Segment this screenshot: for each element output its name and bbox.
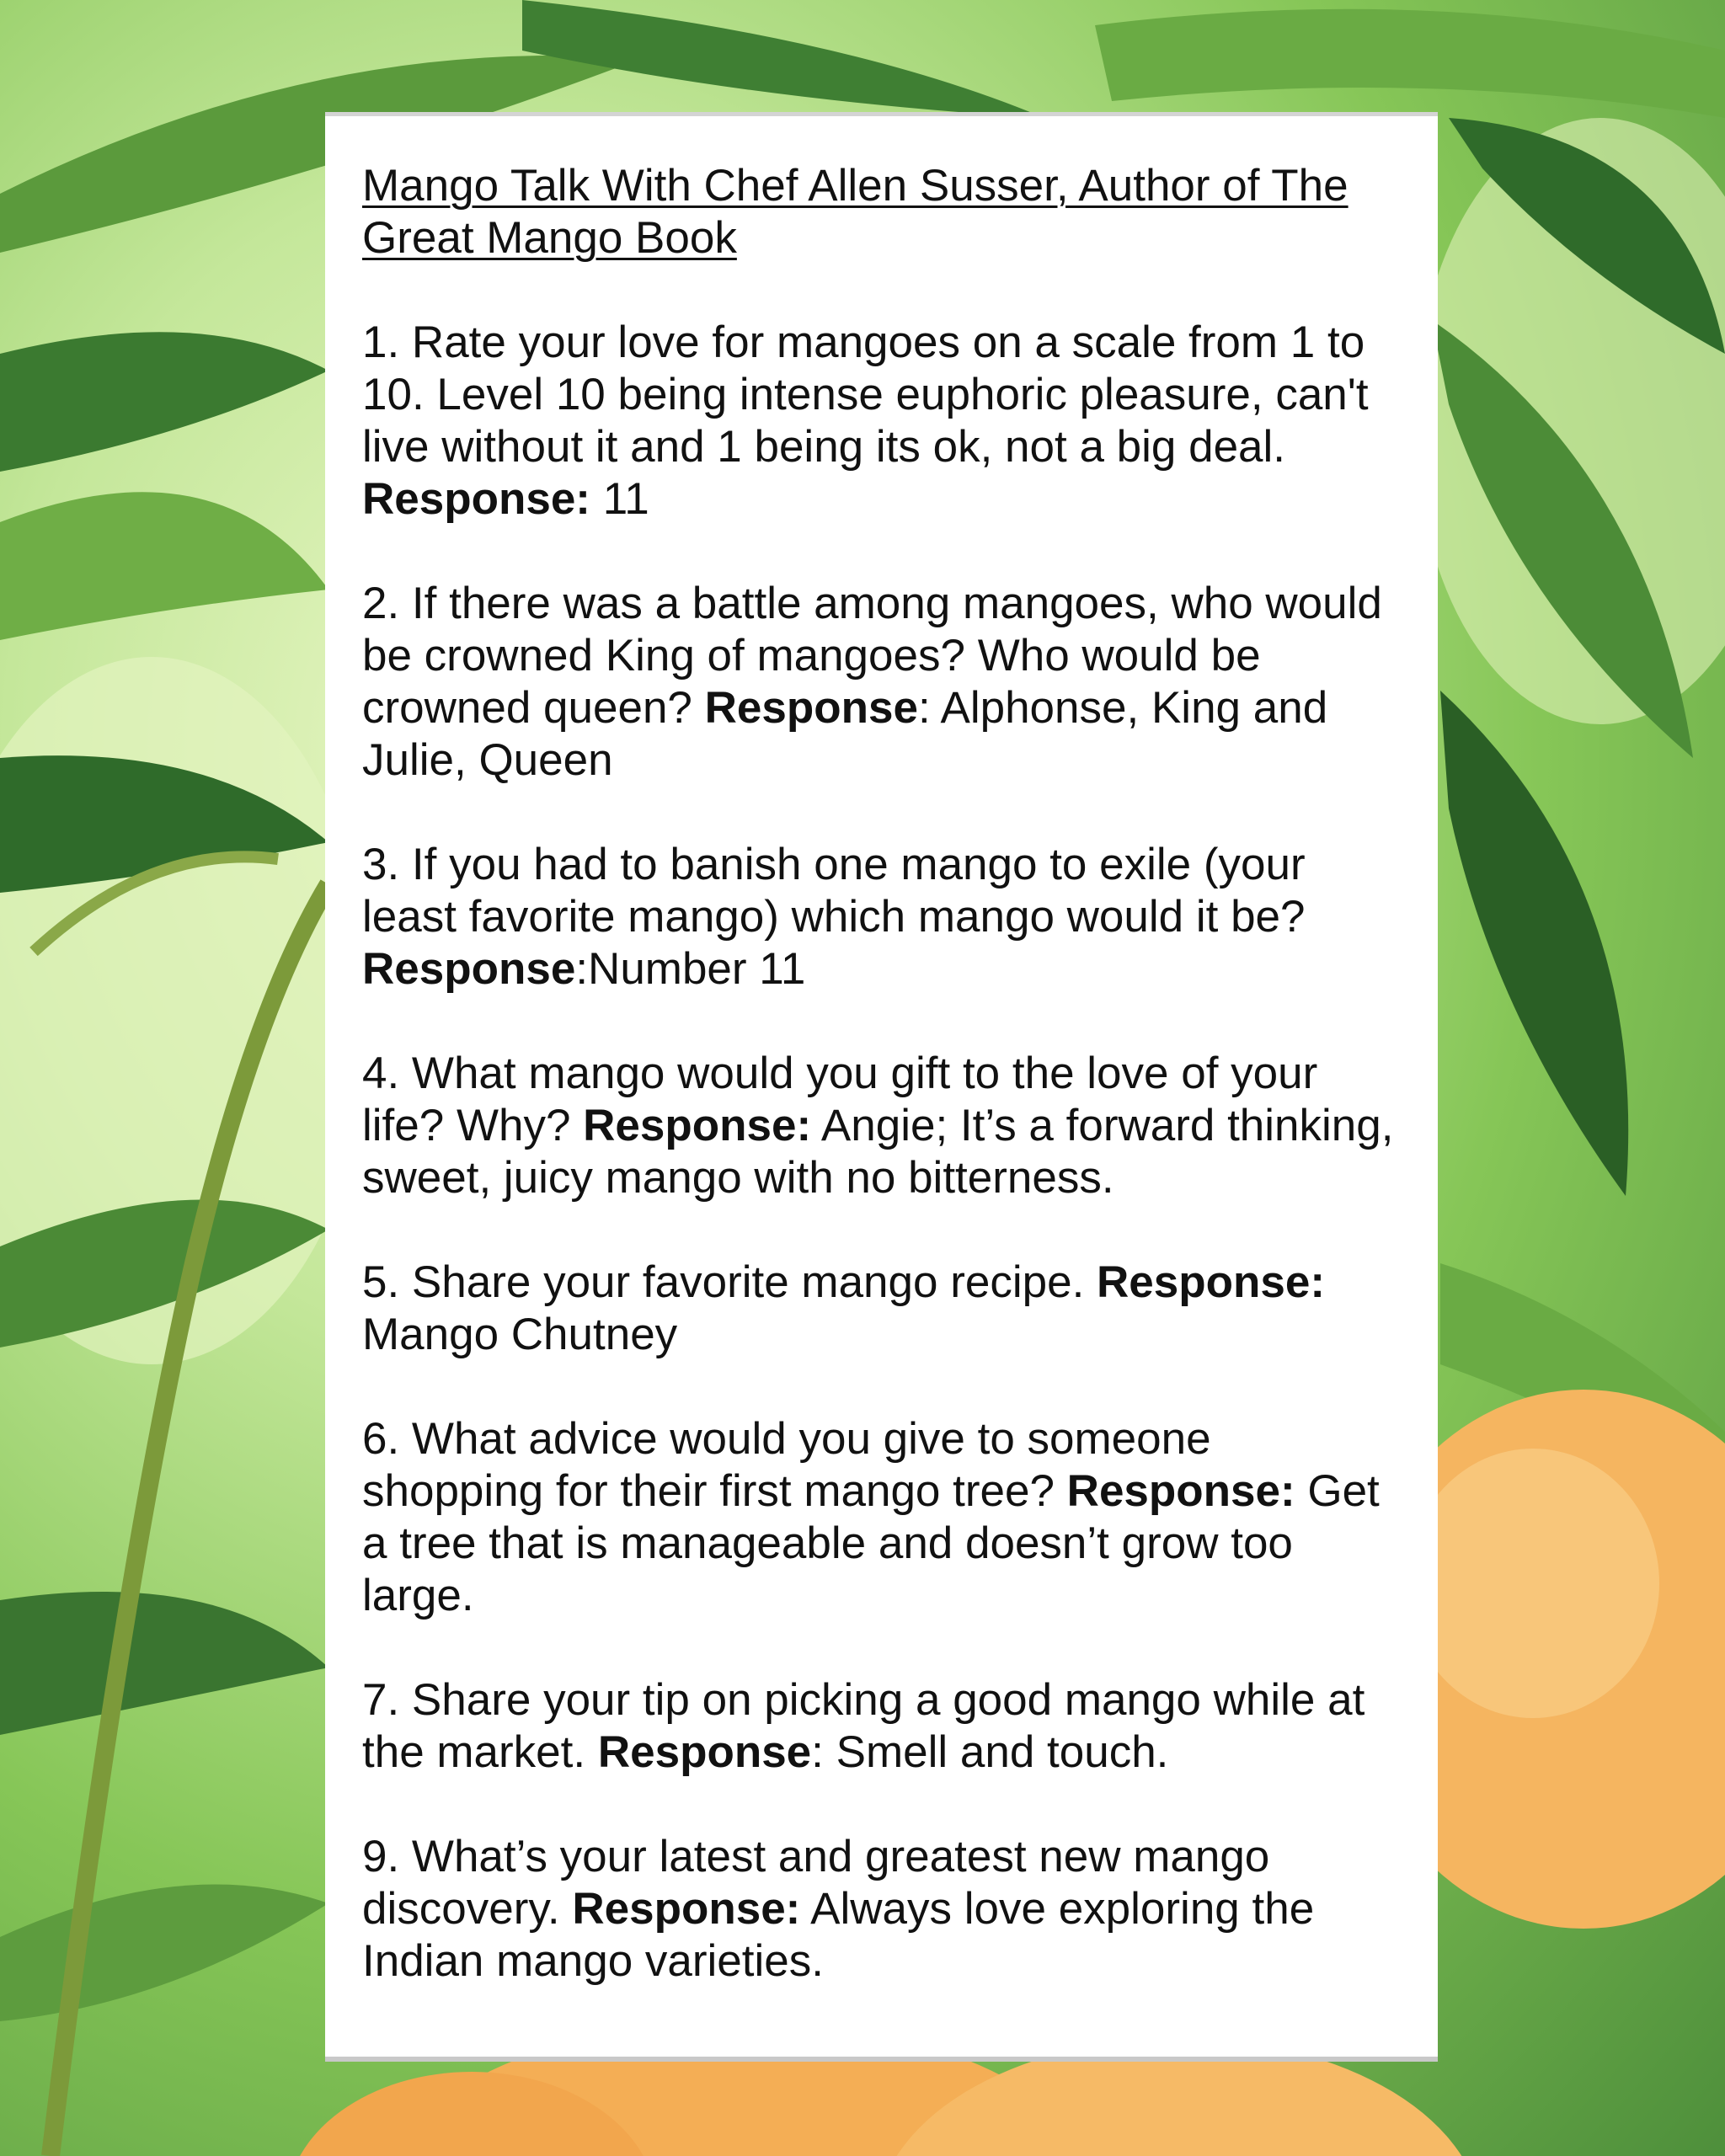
question-text: 4. What mango would you gift to the love of your life? Why? <box>362 1049 1318 1150</box>
question-text: 5. Share your favorite mango recipe. <box>362 1257 1097 1307</box>
response-label: Response <box>704 683 918 733</box>
question-text: 6. What advice would you give to someone shopping for their first mango tree? <box>362 1414 1211 1516</box>
question-text: 1. Rate your love for mangoes on a scale from 1 to 10. Level 10 being intense euphoric pleasure, can't live without it and 1 being its ok, not a big deal. <box>362 318 1369 472</box>
question-text: 3. If you had to banish one mango to exile (your least favorite mango) which mango would it be? <box>362 840 1306 942</box>
qa-item-7 <box>362 1674 1404 1779</box>
response-label: Response <box>597 1727 812 1777</box>
answer-text: Angie; It’s a forward thinking, sweet, juicy mango with no bitterness. <box>362 1101 1394 1203</box>
qa-item-6 <box>362 1413 1404 1622</box>
response-separator <box>1295 1466 1308 1516</box>
answer-text: Number 11 <box>588 944 806 994</box>
response-label: Response: <box>583 1101 812 1150</box>
response-separator: : <box>811 1727 836 1777</box>
answer-text: Smell and touch. <box>836 1727 1169 1777</box>
interview-card <box>325 112 1438 2062</box>
response-label: Response: <box>1066 1466 1295 1516</box>
qa-item-5 <box>362 1257 1404 1361</box>
response-separator <box>800 1884 810 1934</box>
answer-text: Get a tree that is manageable and doesn’t grow too large. <box>362 1466 1380 1620</box>
answer-text: Mango Chutney <box>362 1310 678 1359</box>
response-label: Response: <box>362 474 590 524</box>
answer-text: Always love exploring the Indian mango varieties. <box>362 1884 1315 1986</box>
response-label: Response: <box>1097 1257 1325 1307</box>
qa-item-3 <box>362 839 1404 995</box>
response-separator: : <box>917 683 941 733</box>
question-text: 7. Share your tip on picking a good mango while at the market. <box>362 1675 1365 1777</box>
response-separator <box>590 474 603 524</box>
qa-item-2 <box>362 578 1404 787</box>
response-separator: : <box>575 944 589 994</box>
response-label: Response: <box>572 1884 801 1934</box>
qa-item-4 <box>362 1048 1404 1204</box>
question-text: 9. What’s your latest and greatest new mango discovery. <box>362 1832 1270 1934</box>
answer-text: Alphonse, King and Julie, Queen <box>362 683 1328 785</box>
qa-item-1 <box>362 317 1404 526</box>
response-separator <box>811 1101 821 1150</box>
answer-text: 11 <box>602 474 649 524</box>
article-title: Mango Talk With Chef Allen Susser, Author of The Great Mango Book <box>362 161 1348 263</box>
response-label: Response <box>362 944 576 994</box>
qa-item-9 <box>362 1831 1404 1988</box>
question-text: 2. If there was a battle among mangoes, who would be crowned King of mangoes? Who would be crowned queen? <box>362 579 1382 733</box>
